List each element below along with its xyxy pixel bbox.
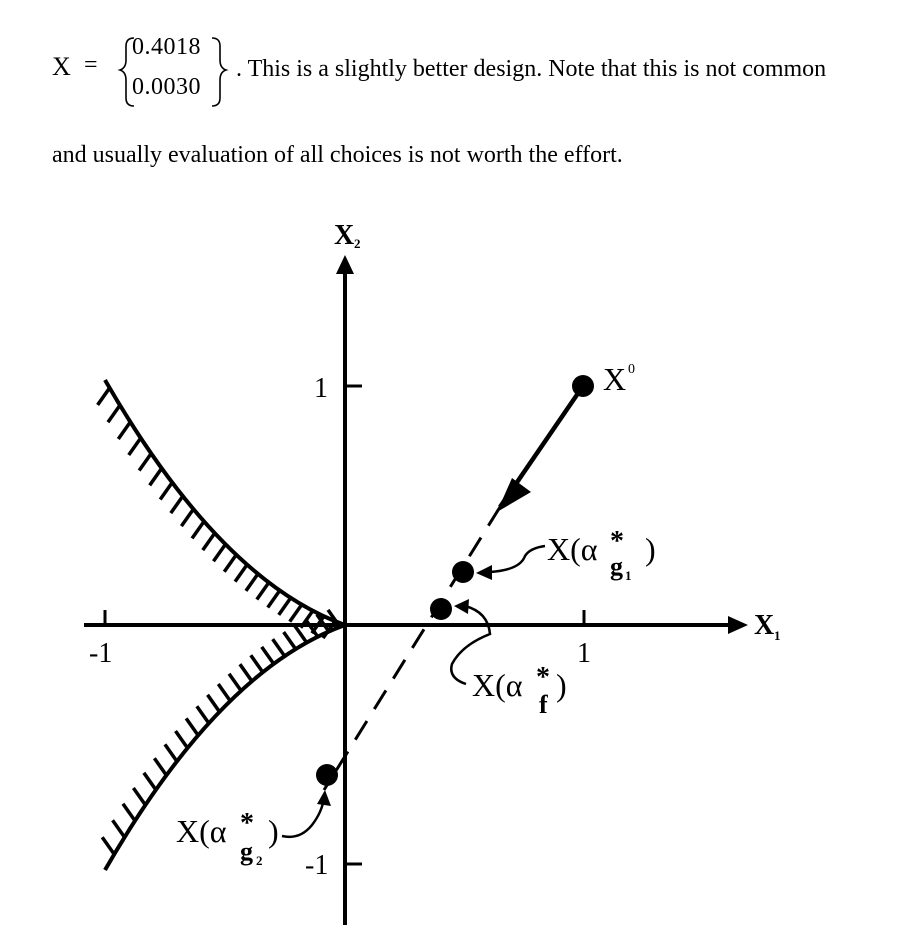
hatch-mark [186,718,198,735]
hatch-mark [150,468,162,485]
svg-text:X: X [603,361,627,397]
svg-text:*: * [240,808,254,839]
hatch-mark [240,664,252,681]
tick-label-x-neg: -1 [89,638,113,669]
pointer-g1-arrow-icon [476,565,492,580]
hatch-mark [295,626,307,643]
point-x-g1 [452,561,474,583]
hatch-mark [235,565,247,582]
tick-label-x-pos: 1 [577,638,591,669]
hatch-mark [181,509,193,526]
svg-text:): ) [268,813,279,849]
svg-text:X(α: X(α [176,813,227,849]
svg-text:g: g [610,552,623,581]
equation-sentence: . This is a slightly better design. Note that this is not common [236,56,827,82]
hatch-mark [139,453,151,470]
hatch-mark [133,788,145,805]
hatch-mark [165,744,177,761]
pointer-g1 [490,546,545,572]
y-axis-arrow-icon [336,255,354,274]
constraint-boundary-upper [105,380,345,625]
hatch-mark [171,496,183,513]
svg-text:*: * [610,526,624,557]
hatch-mark [98,388,110,405]
hatch-mark [144,773,156,790]
axis-label-x2 [334,220,361,251]
point-x0 [572,375,594,397]
x-axis-arrow-icon [728,616,748,634]
label-x-alpha-g2 [176,808,279,868]
pointer-g2-arrow-icon [317,790,331,806]
svg-text:2: 2 [256,853,263,868]
hatch-mark [257,582,269,599]
hatch-mark [123,804,135,821]
tick-label-y-pos: 1 [314,373,328,404]
point-x-g2 [316,764,338,786]
hatch-mark [229,674,241,691]
svg-text:X: X [754,610,775,641]
hatch-mark [192,521,204,538]
hatch-mark [262,647,274,664]
hatch-mark [251,655,263,672]
svg-text:X(α: X(α [472,667,523,703]
hatch-mark [224,555,236,572]
search-direction-arrow-icon [497,478,531,512]
svg-text:): ) [556,667,567,703]
equation-lhs: X [52,52,71,81]
hatch-mark [129,438,141,455]
label-x-alpha-g1 [547,526,656,583]
hatch-mark [246,574,258,591]
hatch-mark [290,605,302,622]
point-x-f [430,598,452,620]
svg-text:0: 0 [628,362,635,377]
hatch-mark [208,695,220,712]
hatch-mark [102,837,114,854]
svg-text:): ) [645,531,656,567]
hatch-mark [118,422,130,439]
pointer-f-arrow-icon [454,599,469,614]
hatch-mark [113,820,125,837]
svg-text:X: X [334,220,355,251]
svg-text:1: 1 [774,628,781,643]
hatch-mark [176,731,188,748]
hatch-mark [160,483,172,500]
paragraph-continuation: and usually evaluation of all choices is not worth the effort. [52,142,623,168]
hatch-mark [197,706,209,723]
hatch-mark [268,590,280,607]
hatch-mark [213,544,225,561]
hatch-mark [154,758,166,775]
label-x-alpha-f [472,662,567,719]
hatch-mark [273,639,285,656]
axis-label-x1 [754,610,781,643]
tick-label-y-neg: -1 [305,850,329,881]
search-path-dashed [324,507,500,790]
hatch-mark [108,405,120,422]
hatch-mark [203,533,215,550]
label-x0 [603,361,635,397]
vector-value-bottom: 0.0030 [132,74,201,100]
hatch-mark [279,598,291,615]
hatch-mark [284,632,296,649]
svg-text:X(α: X(α [547,531,598,567]
svg-text:g: g [240,837,253,866]
svg-text:f: f [539,690,548,719]
hatch-mark [218,684,230,701]
svg-text:2: 2 [354,236,361,251]
svg-text:1: 1 [625,568,632,583]
svg-text:*: * [536,662,550,693]
equation-equals-sign: = [84,52,98,78]
vector-value-top: 0.4018 [132,34,201,60]
